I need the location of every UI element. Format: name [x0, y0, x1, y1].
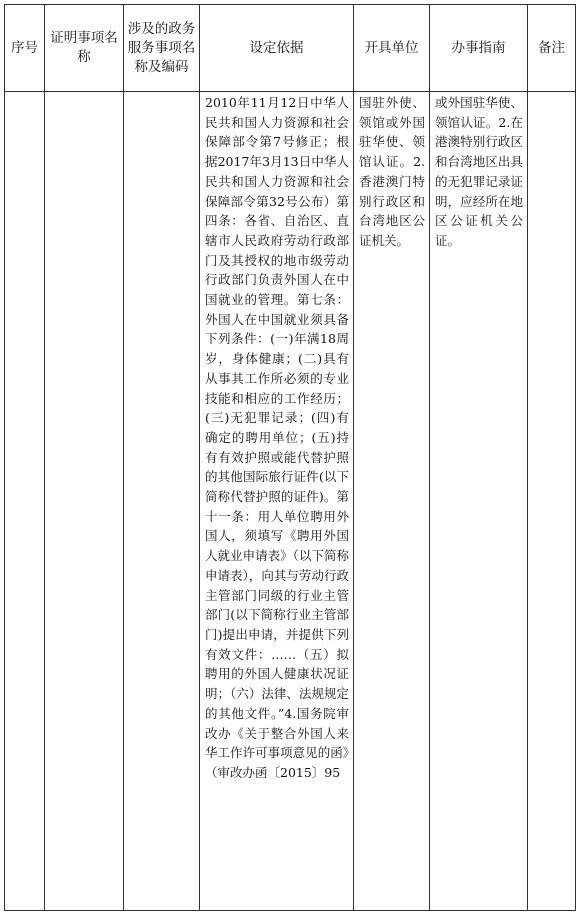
- cell-remarks-text: [528, 92, 575, 93]
- table-row: [5, 92, 576, 911]
- certificate-items-table: [4, 4, 576, 911]
- header-item-name: 证明事项名称: [45, 5, 124, 92]
- header-issuing-unit: 开具单位: [354, 5, 430, 92]
- cell-issuing-unit: [354, 92, 430, 911]
- header-remarks: 备注: [528, 5, 576, 92]
- header-service-guide: 办事指南: [430, 5, 528, 92]
- service-guide-text: 或外国驻华使、领馆认证。2.在港澳特别行政区和台湾地区出具的无犯罪记录证明，应经所在地区公证机关公证。: [435, 95, 523, 248]
- cell-service-guide: [430, 92, 528, 911]
- legal-basis-text: 2010年11月12日中华人民共和国人力资源和社会保障部令第7号修正；根据2017年3月13日中华人民共和国人力资源和社会保障部令第32号公布）第四条：各省、自治区、直辖市人民政府劳动行政部门及其授权的地市级劳动行政部门负责外国人在中国就业的管理。第七条：外国人在中国就业须具备下列条件：(一)年满18周岁，身体健康；(二)具有从事其工作所必须的专业技能和相应的工作经历；(三)无犯罪记录；(四)有确定的聘用单位；(五)持有有效护照或能代替护照的其他国际旅行证件(以下简称代替护照的证件)。第十一条：用人单位聘用外国人，须填写《聘用外国人就业申请表》（以下简称申请表），向其与劳动行政主管部门同级的行业主管部门(以下简称行业主管部门)提出申请，并提供下列有效文件：……（五）拟聘用的外国人健康状况证明；（六）法律、法规规定的其他文件。”4.国务院审改办《关于整合外国人来华工作许可事项意见的函》（审改办函〔2015〕95: [205, 95, 349, 780]
- cell-service-item-text: [124, 92, 199, 93]
- cell-seq: [5, 92, 45, 911]
- cell-legal-basis: [200, 92, 354, 911]
- header-service-item: 涉及的政务服务事项名称及编码: [124, 5, 200, 92]
- header-legal-basis: 设定依据: [200, 5, 354, 92]
- cell-service-item: [124, 92, 200, 911]
- cell-remarks: [528, 92, 576, 911]
- issuing-unit-text: 国驻外使、领馆或外国驻华使、领馆认证。2.香港澳门特别行政区和台湾地区公证机关。: [359, 95, 425, 248]
- cell-seq-text: [5, 92, 44, 93]
- cell-item-name: [45, 92, 124, 911]
- table-header-row: [5, 5, 576, 92]
- header-seq: 序号: [5, 5, 45, 92]
- cell-item-name-text: [45, 92, 123, 93]
